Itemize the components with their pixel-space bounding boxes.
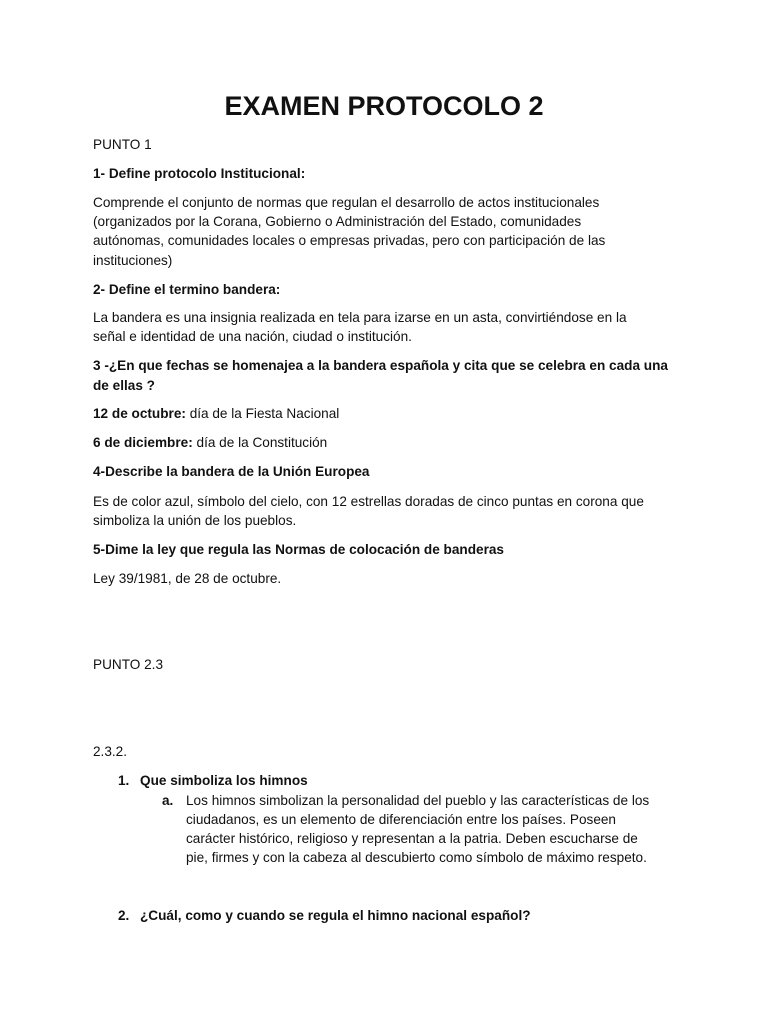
- question-3-date-item: [93, 404, 339, 424]
- sub-item-marker: a.: [162, 793, 174, 808]
- question-4-heading: 4-Describe la bandera de la Unión Europea: [93, 464, 370, 479]
- list-item-heading: Que simboliza los himnos: [140, 773, 308, 788]
- date-label: 12 de octubre:: [93, 406, 186, 421]
- question-5-answer: Ley 39/1981, de 28 de octubre.: [93, 571, 282, 586]
- question-2-answer-line: señal e identidad de una nación, ciudad o institución.: [93, 329, 412, 344]
- question-1-heading: 1- Define protocolo Institucional:: [93, 166, 306, 181]
- question-1-answer-line: instituciones): [93, 253, 173, 268]
- list-item-number: 1.: [118, 773, 130, 788]
- question-5-heading: 5-Dime la ley que regula las Normas de colocación de banderas: [93, 542, 504, 557]
- question-1-answer-line: (organizados por la Corana, Gobierno o Administración del Estado, comunidades: [93, 214, 582, 229]
- document-title: EXAMEN PROTOCOLO 2: [224, 91, 544, 121]
- question-3-heading-line: 3 -¿En que fechas se homenajea a la bandera española y cita que se celebra en cada una: [93, 358, 668, 373]
- question-2-heading: 2- Define el termino bandera:: [93, 282, 281, 297]
- question-4-answer-line: simboliza la unión de los pueblos.: [93, 513, 297, 528]
- question-3-heading-line: de ellas ?: [93, 378, 155, 393]
- question-1-answer-line: autónomas, comunidades locales o empresas privadas, pero con participación de las: [93, 233, 606, 248]
- sub-item-line: carácter histórico, religioso y representan a la patria. Deben escucharse de: [186, 831, 638, 846]
- question-3-date-item: [93, 433, 327, 453]
- question-4-answer-line: Es de color azul, símbolo del cielo, con 12 estrellas doradas de cinco puntas en corona que: [93, 494, 644, 509]
- sub-item-line: ciudadanos, es un elemento de diferenciación entre los países. Poseen: [186, 812, 616, 827]
- date-description: día de la Fiesta Nacional: [185, 406, 340, 421]
- question-1-answer-line: Comprende el conjunto de normas que regulan el desarrollo de actos institucionales: [93, 195, 600, 210]
- date-label: 6 de diciembre:: [93, 435, 193, 450]
- sub-item-line: Los himnos simbolizan la personalidad del pueblo y las características de los: [186, 793, 650, 808]
- list-item-number: 2.: [118, 908, 130, 923]
- section-2-3-2: 2.3.2.: [93, 744, 128, 759]
- section-punto-2-3: PUNTO 2.3: [93, 657, 164, 672]
- question-2-answer-line: La bandera es una insignia realizada en tela para izarse en un asta, convirtiéndose en la: [93, 310, 627, 325]
- date-description: día de la Constitución: [192, 435, 328, 450]
- sub-item-line: pie, firmes y con la cabeza al descubierto como símbolo de máximo respeto.: [186, 850, 647, 865]
- section-punto-1: PUNTO 1: [93, 137, 152, 152]
- list-item-heading: ¿Cuál, como y cuando se regula el himno nacional español?: [140, 908, 531, 923]
